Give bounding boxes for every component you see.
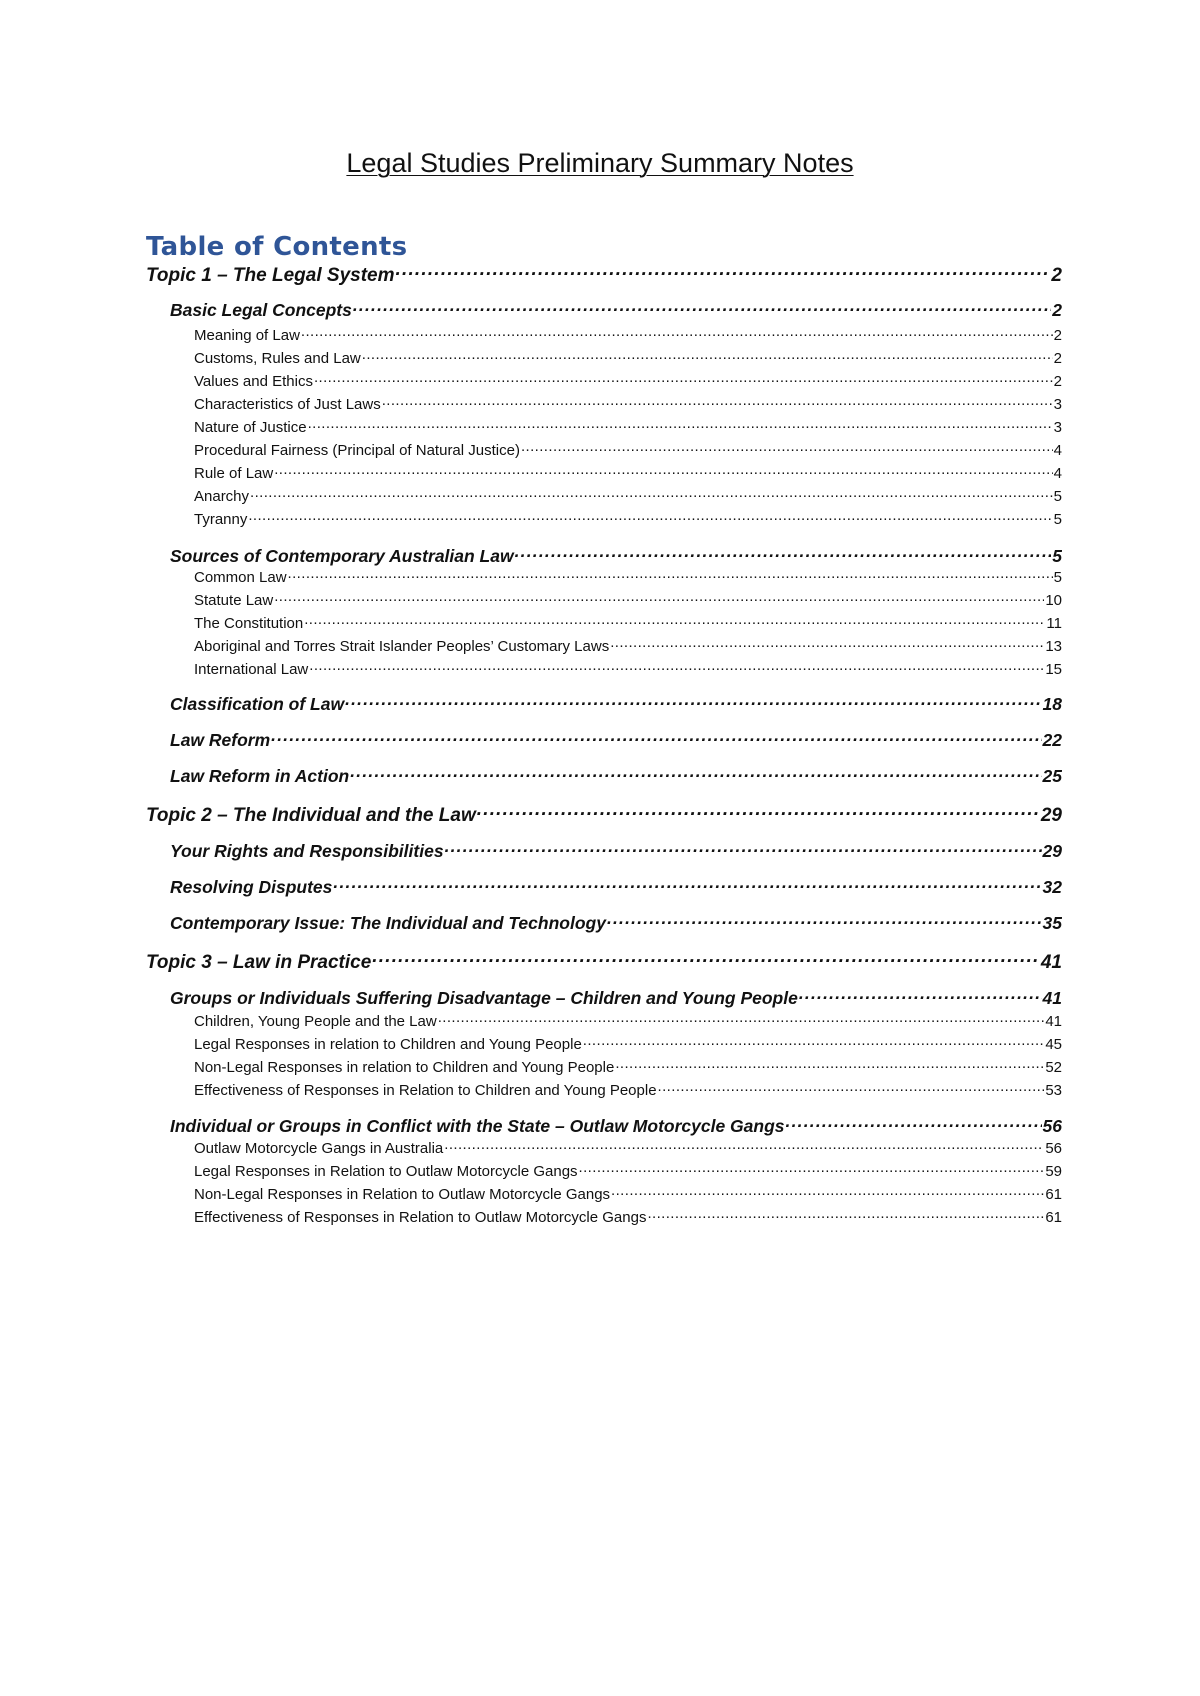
toc-entry-label: Sources of Contemporary Australian Law <box>170 545 514 566</box>
toc-page-number: 25 <box>1042 765 1062 786</box>
toc-entry-label: Customs, Rules and Law <box>194 350 361 367</box>
toc-dot-leader <box>521 440 1053 455</box>
toc-page-number: 2 <box>1053 327 1062 344</box>
toc-dot-leader <box>301 325 1053 340</box>
toc-dot-leader <box>799 986 1042 1004</box>
toc-dot-leader <box>274 463 1052 478</box>
toc-page-number: 5 <box>1053 569 1062 586</box>
toc-entry-label: Outlaw Motorcycle Gangs in Australia <box>194 1140 444 1157</box>
toc-entry-label: Values and Ethics <box>194 373 313 390</box>
toc-dot-leader <box>250 486 1053 501</box>
toc-entry[interactable] <box>194 486 1062 505</box>
toc-entry[interactable] <box>194 1207 1062 1226</box>
toc-dot-leader <box>579 1161 1045 1176</box>
toc-page-number: 4 <box>1053 465 1062 482</box>
toc-entry[interactable] <box>170 728 1062 751</box>
toc-entry-label: Legal Responses in Relation to Outlaw Motorcycle Gangs <box>194 1163 578 1180</box>
toc-entry-label: Classification of Law <box>170 693 345 714</box>
toc-entry[interactable] <box>194 440 1062 459</box>
toc-entry-label: Topic 3 – Law in Practice <box>146 952 372 973</box>
toc-entry[interactable] <box>194 567 1062 586</box>
toc-entry[interactable] <box>146 802 1062 827</box>
toc-heading: Table of Contents <box>146 232 408 262</box>
toc-dot-leader <box>248 509 1052 524</box>
toc-entry[interactable] <box>170 764 1062 787</box>
toc-page-number: 61 <box>1045 1209 1062 1226</box>
toc-page-number: 5 <box>1052 545 1062 566</box>
toc-entry-label: Law Reform <box>170 729 271 750</box>
toc-dot-leader <box>395 262 1050 281</box>
toc-entry[interactable] <box>194 590 1062 609</box>
toc-page-number: 2 <box>1053 350 1062 367</box>
toc-entry-label: Individual or Groups in Conflict with the State – Outlaw Motorcycle Gangs <box>170 1115 785 1136</box>
toc-dot-leader <box>583 1034 1045 1049</box>
toc-entry-label: Effectiveness of Responses in Relation to Outlaw Motorcycle Gangs <box>194 1209 647 1226</box>
toc-page-number: 10 <box>1045 592 1062 609</box>
toc-page-number: 59 <box>1045 1163 1062 1180</box>
toc-entry[interactable] <box>170 298 1062 321</box>
toc-page-number: 52 <box>1045 1059 1062 1076</box>
toc-entry[interactable] <box>194 417 1062 436</box>
toc-dot-leader <box>345 692 1041 710</box>
toc-entry-label: Meaning of Law <box>194 327 300 344</box>
toc-entry[interactable] <box>170 986 1062 1009</box>
toc-dot-leader <box>607 911 1042 929</box>
toc-page-number: 5 <box>1053 488 1062 505</box>
toc-entry[interactable] <box>194 613 1062 632</box>
toc-dot-leader <box>372 949 1040 968</box>
toc-page-number: 29 <box>1042 840 1062 861</box>
toc-entry-label: Tyranny <box>194 511 248 528</box>
toc-dot-leader <box>515 544 1052 562</box>
toc-page-number: 56 <box>1045 1140 1062 1157</box>
toc-dot-leader <box>304 613 1045 628</box>
toc-page-number: 35 <box>1042 912 1062 933</box>
toc-dot-leader <box>444 1138 1044 1153</box>
toc-page-number: 45 <box>1045 1036 1062 1053</box>
toc-dot-leader <box>353 298 1051 316</box>
toc-entry[interactable] <box>146 262 1062 287</box>
toc-page-number: 2 <box>1051 265 1062 286</box>
toc-entry-label: Children, Young People and the Law <box>194 1013 437 1030</box>
toc-dot-leader <box>308 417 1053 432</box>
toc-entry-label: Resolving Disputes <box>170 876 333 897</box>
toc-entry[interactable] <box>194 636 1062 655</box>
toc-entry-label: Anarchy <box>194 488 250 505</box>
toc-page-number: 41 <box>1042 987 1062 1008</box>
toc-page-number: 3 <box>1053 419 1062 436</box>
toc-entry[interactable] <box>194 371 1062 390</box>
toc-entry-label: Procedural Fairness (Principal of Natural Justice) <box>194 442 520 459</box>
toc-dot-leader <box>314 371 1053 386</box>
toc-page-number: 53 <box>1045 1082 1062 1099</box>
toc-dot-leader <box>288 567 1053 582</box>
toc-dot-leader <box>382 394 1053 409</box>
toc-dot-leader <box>658 1080 1045 1095</box>
toc-entry[interactable] <box>194 1057 1062 1076</box>
toc-entry-label: Non-Legal Responses in relation to Children and Young People <box>194 1059 615 1076</box>
toc-entry[interactable] <box>194 1011 1062 1030</box>
toc-entry[interactable] <box>194 1161 1062 1180</box>
toc-entry[interactable] <box>194 509 1062 528</box>
toc-entry-label: Statute Law <box>194 592 274 609</box>
toc-page-number: 56 <box>1042 1115 1062 1136</box>
toc-dot-leader <box>647 1207 1044 1222</box>
toc-entry[interactable] <box>170 875 1062 898</box>
toc-dot-leader <box>438 1011 1045 1026</box>
toc-entry-label: Law Reform in Action <box>170 765 350 786</box>
toc-page-number: 22 <box>1042 729 1062 750</box>
toc-page-number: 18 <box>1042 693 1062 714</box>
toc-entry-label: Non-Legal Responses in Relation to Outlaw Motorcycle Gangs <box>194 1186 611 1203</box>
toc-page-number: 2 <box>1053 373 1062 390</box>
toc-dot-leader <box>477 802 1040 821</box>
toc-entry-label: Aboriginal and Torres Strait Islander Peoples’ Customary Laws <box>194 638 610 655</box>
toc-entry-label: International Law <box>194 661 309 678</box>
toc-entry[interactable] <box>170 544 1062 567</box>
toc-dot-leader <box>611 1184 1044 1199</box>
toc-entry[interactable] <box>170 911 1062 934</box>
toc-page-number: 41 <box>1045 1013 1062 1030</box>
toc-dot-leader <box>615 1057 1044 1072</box>
toc-dot-leader <box>610 636 1044 651</box>
toc-entry-label: Effectiveness of Responses in Relation to Children and Young People <box>194 1082 657 1099</box>
toc-entry-label: Your Rights and Responsibilities <box>170 840 444 861</box>
toc-page-number: 11 <box>1046 615 1062 632</box>
toc-entry-label: Nature of Justice <box>194 419 307 436</box>
toc-page-number: 32 <box>1042 876 1062 897</box>
toc-entry-label: Topic 1 – The Legal System <box>146 265 395 286</box>
toc-dot-leader <box>271 728 1041 746</box>
toc-entry[interactable] <box>170 1114 1062 1137</box>
toc-entry[interactable] <box>170 839 1062 862</box>
toc-dot-leader <box>309 659 1044 674</box>
toc-dot-leader <box>333 875 1041 893</box>
toc-page-number: 29 <box>1040 805 1062 826</box>
toc-entry-label: Groups or Individuals Suffering Disadvantage – Children and Young People <box>170 987 798 1008</box>
toc-entry-label: Topic 2 – The Individual and the Law <box>146 805 476 826</box>
document-title: Legal Studies Preliminary Summary Notes <box>346 148 854 178</box>
toc-entry-label: Legal Responses in relation to Children and Young People <box>194 1036 582 1053</box>
toc-entry-label: Contemporary Issue: The Individual and Technology <box>170 912 606 933</box>
toc-dot-leader <box>445 839 1042 857</box>
toc-entry-label: The Constitution <box>194 615 304 632</box>
toc-page-number: 41 <box>1040 952 1062 973</box>
toc-page-number: 5 <box>1053 511 1062 528</box>
toc-entry-label: Rule of Law <box>194 465 274 482</box>
toc-page-number: 15 <box>1045 661 1062 678</box>
toc-entry[interactable] <box>194 463 1062 482</box>
toc-dot-leader <box>786 1114 1042 1132</box>
toc-page-number: 4 <box>1053 442 1062 459</box>
toc-entry[interactable] <box>194 325 1062 344</box>
toc-entry-label: Common Law <box>194 569 287 586</box>
toc-dot-leader <box>274 590 1044 605</box>
toc-page-number: 2 <box>1052 299 1062 320</box>
toc-entry[interactable] <box>194 1138 1062 1157</box>
toc-entry[interactable] <box>194 1034 1062 1053</box>
toc-entry[interactable] <box>194 1184 1062 1203</box>
toc-entry[interactable] <box>194 394 1062 413</box>
toc-dot-leader <box>362 348 1053 363</box>
toc-page-number: 3 <box>1053 396 1062 413</box>
toc-entry[interactable] <box>194 348 1062 367</box>
toc-entry-label: Basic Legal Concepts <box>170 299 352 320</box>
toc-page-number: 13 <box>1045 638 1062 655</box>
toc-page-number: 61 <box>1045 1186 1062 1203</box>
toc-entry[interactable] <box>170 692 1062 715</box>
toc-entry-label: Characteristics of Just Laws <box>194 396 381 413</box>
toc-dot-leader <box>350 764 1041 782</box>
toc-entry[interactable] <box>194 659 1062 678</box>
toc-entry[interactable] <box>146 949 1062 974</box>
toc-entry[interactable] <box>194 1080 1062 1099</box>
